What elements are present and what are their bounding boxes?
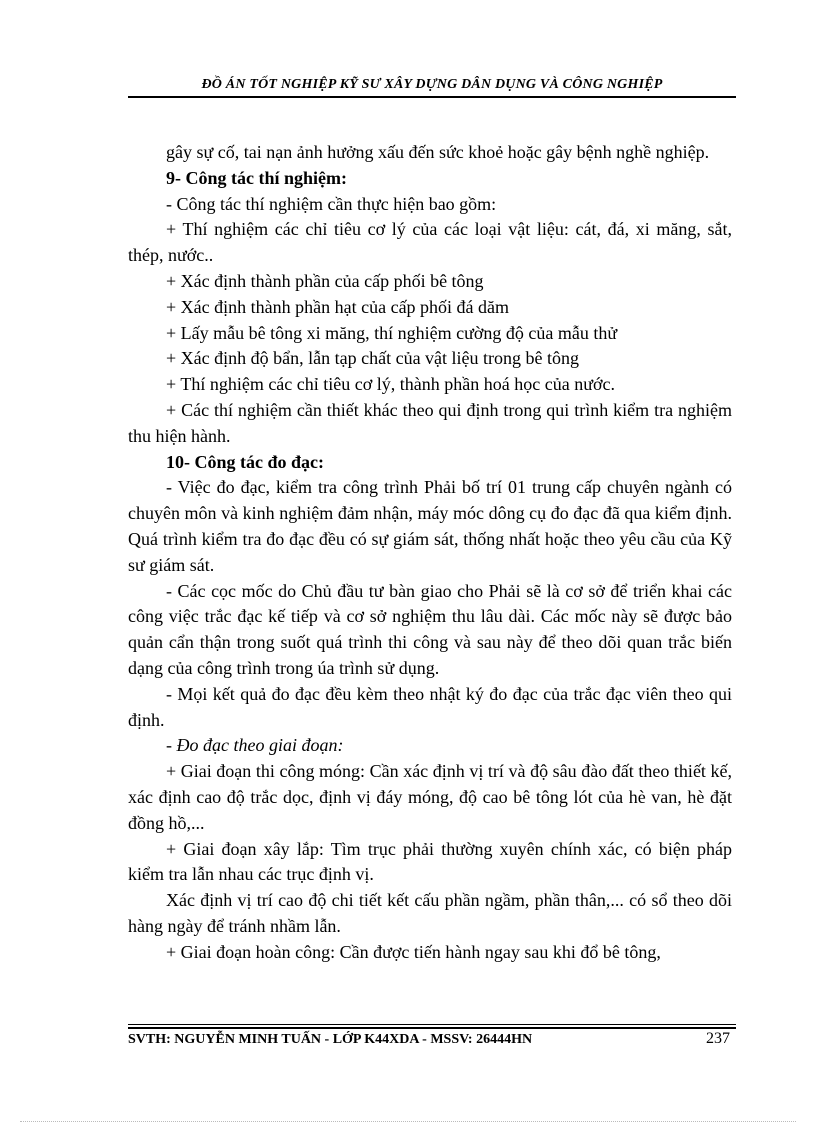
header-title: ĐỒ ÁN TỐT NGHIỆP KỸ SƯ XÂY DỰNG DÂN DỤNG VÀ CÔNG NGHIỆP — [201, 77, 663, 92]
footer-rule — [128, 1024, 736, 1025]
paragraph: Xác định vị trí cao độ chi tiết kết cấu phần ngầm, phần thân,... có sổ theo dõi hàng ngày để tránh nhầm lẫn. — [128, 890, 732, 936]
header-rule — [128, 96, 736, 98]
paragraph: gây sự cố, tai nạn ảnh hưởng xấu đến sức khoẻ hoặc gây bệnh nghề nghiệp. — [166, 142, 710, 162]
paragraph: - Việc đo đạc, kiểm tra công trình Phải bố trí 01 trung cấp chuyên ngành có chuyên môn và kinh nghiệm đảm nhận, máy móc dông cụ đo đạc đã qua kiểm định. Quá trình kiểm tra đo đạc đều có sự giám sát, thống nhất hoặc theo yêu cầu của Kỹ sư giám sát. — [128, 477, 732, 575]
paragraph: + Xác định thành phần hạt của cấp phối đá dăm — [166, 296, 510, 317]
paragraph: + Các thí nghiệm cần thiết khác theo qui định trong qui trình kiểm tra nghiệm thu hiện hành. — [128, 399, 732, 446]
page-bottom-dotted-border — [20, 1121, 796, 1122]
paragraph: - Công tác thí nghiệm cần thực hiện bao gồm: — [166, 193, 497, 214]
section-heading: 10- Công tác đo đạc: — [166, 451, 324, 472]
paragraph: + Giai đoạn hoàn công: Cần được tiến hành ngay sau khi đổ bê tông, — [166, 941, 661, 962]
section-heading: 9- Công tác thí nghiệm: — [166, 167, 347, 188]
paragraph: - Các cọc mốc do Chủ đầu tư bàn giao cho Phải sẽ là cơ sở để triển khai các công việc trắc đạc kế tiếp và cơ sở nghiệm thu lâu dài. Các mốc này sẽ được bảo quản cẩn thận trong suốt quá trình thi công và sau này để theo dõi quan trắc biến dạng của công trình trong úa trình sử dụng. — [128, 580, 732, 678]
footer-rule-thick — [128, 1027, 736, 1029]
footer-student-info: SVTH: NGUYỄN MINH TUẤN - LỚP K44XDA - MSSV: 26444HN — [128, 1032, 533, 1047]
page-body — [128, 140, 732, 966]
page-number: 237 — [706, 1030, 730, 1047]
paragraph: + Thí nghiệm các chỉ tiêu cơ lý, thành phần hoá học của nước. — [166, 374, 615, 395]
paragraph: + Giai đoạn thi công móng: Cần xác định vị trí và độ sâu đào đất theo thiết kế, xác định cao độ trắc dọc, định vị đáy móng, độ cao bê tông lót của hè van, hè đặt đồng hồ,... — [128, 761, 732, 833]
paragraph: + Thí nghiệm các chỉ tiêu cơ lý của các loại vật liệu: cát, đá, xi măng, sắt, thép, nước.. — [128, 219, 732, 266]
paragraph: - Mọi kết quả đo đạc đều kèm theo nhật ký đo đạc của trắc đạc viên theo qui định. — [128, 683, 732, 730]
paragraph: + Giai đoạn xây lắp: Tìm trục phải thường xuyên chính xác, có biện pháp kiểm tra lẫn nhau các trục định vị. — [128, 838, 732, 885]
paragraph: + Lấy mẫu bê tông xi măng, thí nghiệm cường độ của mẫu thử — [166, 322, 618, 343]
paragraph: + Xác định thành phần của cấp phối bê tông — [166, 270, 484, 291]
italic-subheading: - Đo đạc theo giai đoạn: — [166, 735, 344, 756]
paragraph: + Xác định độ bẩn, lẫn tạp chất của vật liệu trong bê tông — [166, 348, 580, 369]
